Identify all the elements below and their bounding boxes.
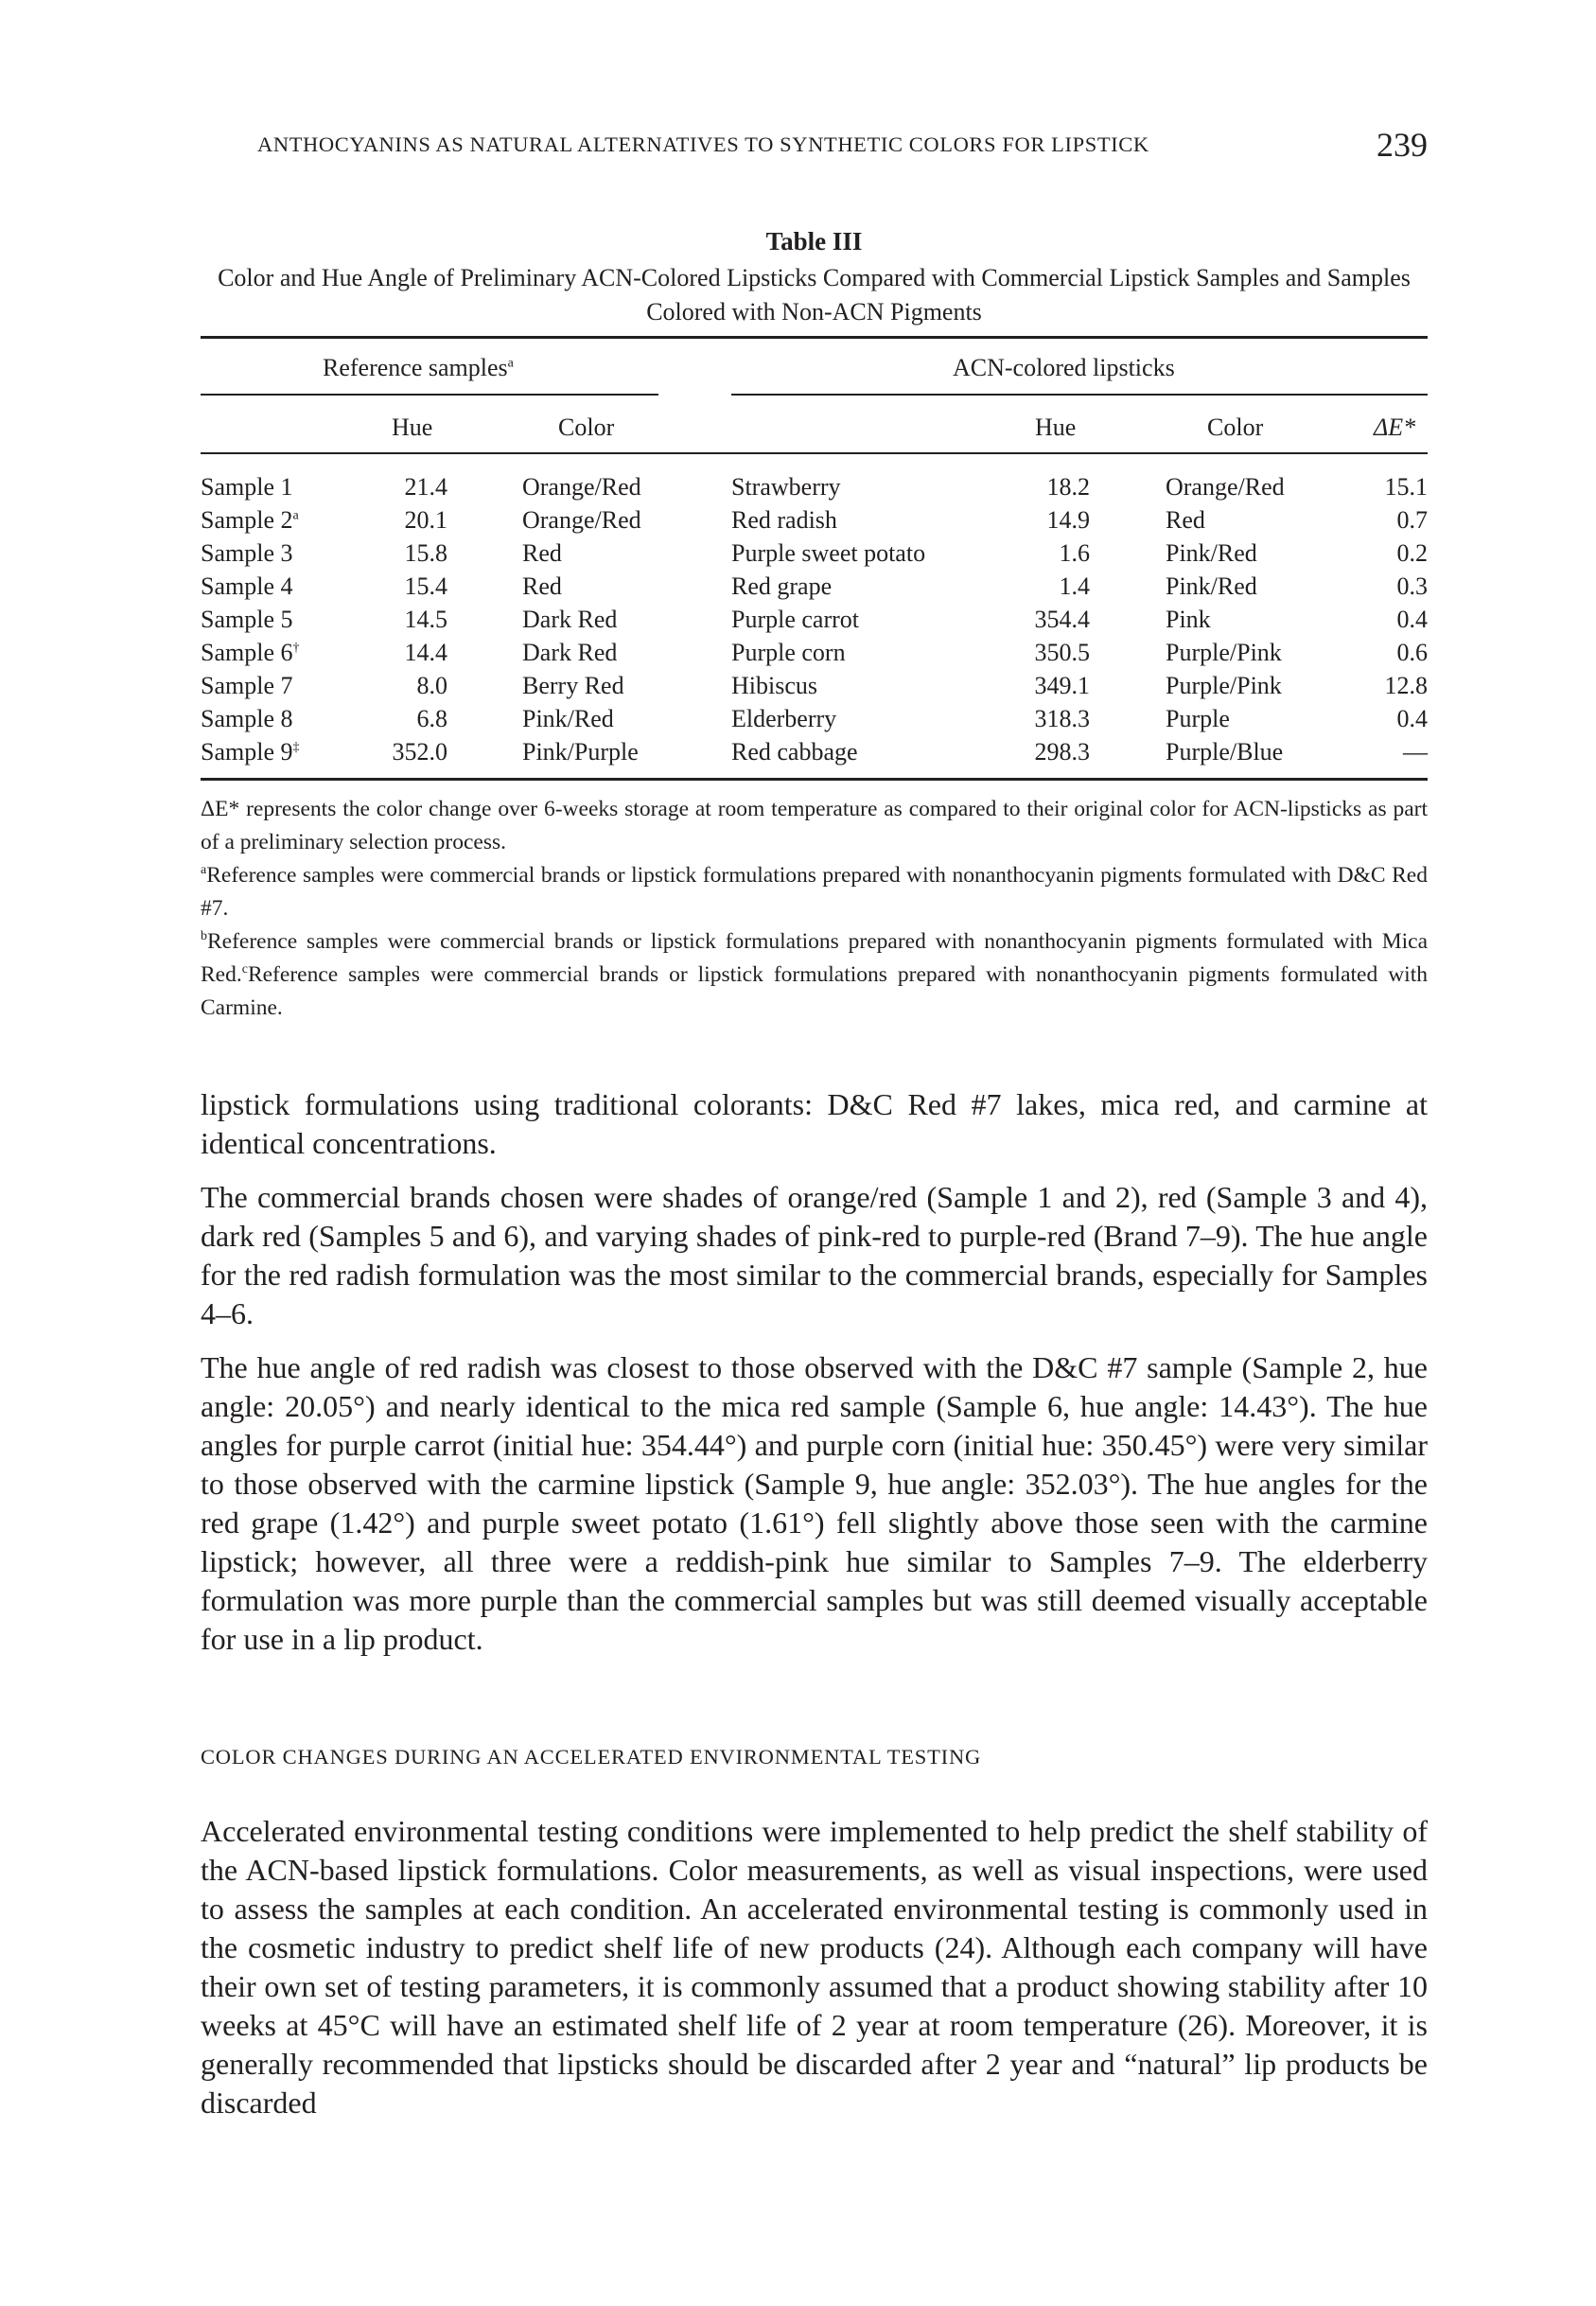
reference-sample-cell: Sample 5 <box>201 606 293 633</box>
acn-color-cell: Red <box>1166 506 1205 534</box>
reference-color-cell: Orange/Red <box>522 473 641 501</box>
reference-sample-cell: Sample 4 <box>201 572 293 600</box>
acn-source-cell: Hibiscus <box>731 672 817 699</box>
table-caption: Color and Hue Angle of Preliminary ACN-Colored Lipsticks Compared with Commercial Lipstick Samples and Samples Colored with Non-ACN Pigments <box>218 264 1411 326</box>
acn-source-cell: Elderberry <box>731 705 837 732</box>
ref-color-header: Color <box>558 414 615 441</box>
acn-hue-cell: 298.3 <box>1034 738 1090 766</box>
acn-source-cell: Purple sweet potato <box>731 539 926 567</box>
header-bottom-rule <box>201 452 1428 454</box>
acn-hue-cell: 18.2 <box>1046 473 1090 501</box>
delta-e-cell: 15.1 <box>1384 473 1428 501</box>
acn-color-cell: Pink <box>1166 606 1211 633</box>
reference-hue-cell: 21.4 <box>404 473 447 501</box>
paragraph-2: The commercial brands chosen were shades of orange/red (Sample 1 and 2), red (Sample 3 and 4), dark red (Samples 5 and 6), and varying shades of pink-red to purple-red (Brand 7–9). The hue angle for the red radish formulation was the most similar to the commercial brands, especially for Samples 4–6. <box>201 1180 1428 1330</box>
reference-hue-cell: 15.4 <box>404 572 447 600</box>
acn-source-cell: Strawberry <box>731 473 841 501</box>
reference-hue-cell: 15.8 <box>404 539 447 567</box>
acn-color-cell: Pink/Red <box>1166 572 1257 600</box>
reference-hue-cell: 14.4 <box>404 639 447 666</box>
reference-sample-cell: Sample 8 <box>201 705 293 732</box>
delta-e-header: ΔE* <box>1374 414 1416 441</box>
acn-hue-cell: 14.9 <box>1046 506 1090 534</box>
acn-source-cell: Red grape <box>731 572 833 600</box>
delta-e-cell: 0.2 <box>1396 539 1428 567</box>
ref-hue-header: Hue <box>392 414 433 441</box>
reference-group-rule <box>201 394 658 396</box>
reference-color-cell: Red <box>522 539 562 567</box>
delta-e-cell: 0.4 <box>1396 606 1428 633</box>
delta-e-cell: 0.3 <box>1396 572 1428 600</box>
reference-color-cell: Red <box>522 572 562 600</box>
table-bottom-rule <box>201 778 1428 781</box>
acn-source-cell: Purple carrot <box>731 606 860 633</box>
acn-colored-lipsticks-header: ACN-colored lipsticks <box>953 354 1175 381</box>
acn-color-cell: Orange/Red <box>1166 473 1285 501</box>
reference-hue-cell: 20.1 <box>404 506 447 534</box>
reference-sample-cell: Sample 2$^a$ <box>201 506 299 534</box>
acn-color-cell: Purple/Pink <box>1166 639 1282 666</box>
paragraph-4: Accelerated environmental testing conditions were implemented to help predict the shelf stability of the ACN-based lipstick formulations. Color measurements, as well as visual inspections, were used to assess the samples at each condition. An accelerated environmental testing is commonly used in the cosmetic industry to predict shelf life of new products (24). Although each company will have their own set of testing parameters, it is commonly assumed that a product showing stability after 10 weeks at 45°C will have an estimated shelf life of 2 year at room temperature (26). Moreover, it is generally recommended that lipsticks should be discarded after 2 year and “natural” lip products be discarded <box>201 1814 1428 2120</box>
reference-color-cell: Pink/Red <box>522 705 614 732</box>
delta-e-cell: 0.4 <box>1396 705 1428 732</box>
table-title: Table III <box>765 227 863 255</box>
acn-group-rule <box>731 394 1428 396</box>
delta-e-cell: 12.8 <box>1384 672 1428 699</box>
body-text-upper <box>201 1085 1428 1674</box>
acn-hue-header: Hue <box>1035 414 1077 441</box>
reference-sample-cell: Sample 3 <box>201 539 293 567</box>
reference-color-cell: Dark Red <box>522 639 618 666</box>
acn-color-cell: Pink/Red <box>1166 539 1257 567</box>
body-text-lower <box>201 1812 1428 2138</box>
reference-color-cell: Dark Red <box>522 606 618 633</box>
section-heading: COLOR CHANGES DURING AN ACCELERATED ENVIRONMENTAL TESTING <box>201 1745 982 1769</box>
table-notes <box>201 793 1428 1025</box>
acn-hue-cell: 318.3 <box>1034 705 1090 732</box>
note-a: $^a$Reference samples were commercial brands or lipstick formulations prepared with nonanthocyanin pigments formulated with D&C Red #7. <box>201 863 1428 921</box>
acn-hue-cell: 1.6 <box>1059 539 1090 567</box>
reference-color-cell: Pink/Purple <box>522 738 639 766</box>
note-b-c: $^b$Reference samples were commercial brands or lipstick formulations prepared with nonanthocyanin pigments formulated with Mica Red.$^c$Reference samples were commercial brands or lipstick formulations prepared with nonanthocyanin pigments formulated with Carmine. <box>201 929 1428 1020</box>
acn-color-header: Color <box>1207 414 1264 441</box>
acn-source-cell: Purple corn <box>731 639 846 666</box>
reference-hue-cell: 352.0 <box>392 738 447 766</box>
page-number: 239 <box>1377 126 1428 164</box>
acn-hue-cell: 354.4 <box>1034 606 1090 633</box>
acn-color-cell: Purple/Blue <box>1166 738 1284 766</box>
acn-source-cell: Red cabbage <box>731 738 858 766</box>
acn-color-cell: Purple <box>1166 705 1230 732</box>
acn-hue-cell: 350.5 <box>1034 639 1090 666</box>
reference-hue-cell: 6.8 <box>416 705 447 732</box>
table-top-rule <box>201 336 1428 339</box>
paragraph-3: The hue angle of red radish was closest to those observed with the D&C #7 sample (Sample 2, hue angle: 20.05°) and nearly identical to the mica red sample (Sample 6, hue angle: 14.43°). The hue angles for purple carrot (initial hue: 354.44°) and purple corn (initial hue: 350.45°) were very similar to those observed with the carmine lipstick (Sample 9, hue angle: 352.03°). The hue angles for the red grape (1.42°) and purple sweet potato (1.61°) fell slightly above those seen with the carmine lipstick; however, all three were a reddish-pink hue similar to Samples 7–9. The elderberry formulation was more purple than the commercial samples but was still deemed visually acceptable for use in a lip product. <box>201 1350 1428 1656</box>
reference-color-cell: Orange/Red <box>522 506 641 534</box>
delta-e-cell: 0.6 <box>1396 639 1428 666</box>
reference-sample-cell: Sample 1 <box>201 473 293 501</box>
acn-source-cell: Red radish <box>731 506 837 534</box>
reference-sample-cell: Sample 7 <box>201 672 293 699</box>
reference-color-cell: Berry Red <box>522 672 624 699</box>
delta-e-cell: 0.7 <box>1396 506 1428 534</box>
running-head: ANTHOCYANINS AS NATURAL ALTERNATIVES TO SYNTHETIC COLORS FOR LIPSTICK <box>257 132 1149 156</box>
acn-hue-cell: 1.4 <box>1059 572 1090 600</box>
reference-samples-header: Reference samples$^a$ <box>323 354 514 381</box>
acn-color-cell: Purple/Pink <box>1166 672 1282 699</box>
acn-hue-cell: 349.1 <box>1034 672 1090 699</box>
delta-e-cell: — <box>1403 738 1428 766</box>
note-delta-e: ΔE* represents the color change over 6-weeks storage at room temperature as compared to their original color for ACN-lipsticks as part of a preliminary selection process. <box>201 797 1428 854</box>
reference-sample-cell: Sample 6† <box>201 639 300 666</box>
reference-hue-cell: 14.5 <box>404 606 447 633</box>
reference-hue-cell: 8.0 <box>416 672 447 699</box>
reference-sample-cell: Sample 9‡ <box>201 738 300 766</box>
paragraph-1: lipstick formulations using traditional colorants: D&C Red #7 lakes, mica red, and carmine at identical concentrations. <box>201 1087 1428 1160</box>
